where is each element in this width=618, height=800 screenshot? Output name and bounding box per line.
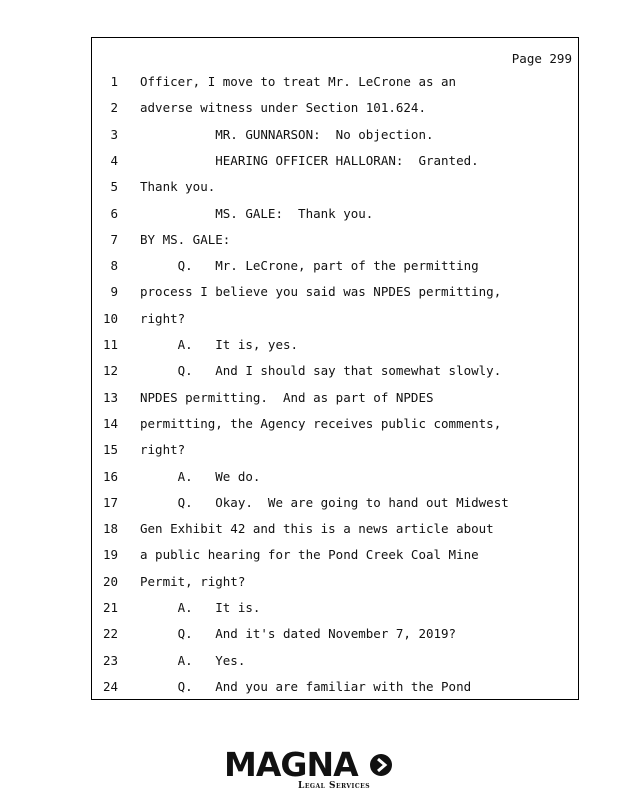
transcript-line: [92, 152, 578, 170]
line-number: 15: [102, 442, 118, 458]
line-text: Thank you.: [140, 179, 216, 195]
line-number: 4: [110, 152, 118, 168]
line-number: 5: [110, 179, 118, 195]
line-text: BY MS. GALE:: [140, 231, 231, 247]
logo-arrow-icon: [370, 754, 392, 776]
transcript-line: [92, 126, 578, 144]
line-text: Officer, I move to treat Mr. LeCrone as an: [140, 74, 457, 89]
logo-subtitle: Legal Services: [298, 781, 371, 791]
line-number: 19: [102, 547, 118, 563]
line-number: 18: [102, 521, 118, 537]
line-text: A. We do.: [140, 468, 261, 484]
line-text: Q. And you are familiar with the Pond: [140, 678, 472, 694]
transcript-line: [92, 362, 578, 380]
line-text: Gen Exhibit 42 and this is a news article about: [140, 521, 494, 537]
line-text: a public hearing for the Pond Creek Coal Mine: [140, 547, 479, 563]
transcript-line: [92, 468, 578, 486]
line-text: permitting, the Agency receives public comments,: [140, 415, 502, 431]
line-number: 1: [110, 74, 118, 89]
line-number: 11: [102, 337, 118, 352]
line-text: A. It is.: [140, 600, 261, 615]
transcript-line: [92, 73, 578, 91]
line-number: 16: [102, 468, 118, 484]
transcript-line: [92, 520, 578, 538]
line-text: right?: [140, 310, 186, 326]
line-text: process I believe you said was NPDES permitting,: [140, 284, 502, 300]
transcript-line: [92, 625, 578, 643]
transcript-line: [92, 546, 578, 564]
transcript-line: [92, 99, 578, 117]
line-text: A. It is, yes.: [140, 337, 299, 352]
transcript-line: [92, 257, 578, 275]
transcript-page: [91, 37, 579, 700]
transcript-line: [92, 494, 578, 512]
line-text: MS. GALE: Thank you.: [140, 205, 374, 221]
line-number: 8: [110, 258, 118, 274]
magna-logo: [0, 740, 618, 796]
line-number: 24: [102, 678, 118, 694]
line-text: Q. And it's dated November 7, 2019?: [140, 626, 457, 642]
transcript-line: [92, 678, 578, 696]
transcript-line: [92, 389, 578, 407]
line-number: 22: [102, 626, 118, 642]
transcript-line: [92, 652, 578, 670]
transcript-line: [92, 336, 578, 354]
transcript-line: [92, 441, 578, 459]
line-text: HEARING OFFICER HALLORAN: Granted.: [140, 152, 479, 168]
line-number: 3: [110, 126, 118, 142]
line-number: 7: [110, 231, 118, 247]
line-text: Q. Okay. We are going to hand out Midwest: [140, 494, 509, 510]
line-number: 20: [102, 573, 118, 589]
transcript-line: [92, 599, 578, 617]
line-number: 14: [102, 415, 118, 431]
transcript-line: [92, 310, 578, 328]
line-number: 9: [110, 284, 118, 300]
line-text: right?: [140, 442, 186, 458]
line-number: 21: [102, 600, 118, 615]
transcript-line: [92, 283, 578, 301]
transcript-line: [92, 573, 578, 591]
line-text: Q. And I should say that somewhat slowly.: [140, 363, 502, 379]
line-text: adverse witness under Section 101.624.: [140, 100, 426, 116]
logo-wordmark: MAGNA: [224, 745, 358, 784]
transcript-line: [92, 205, 578, 223]
transcript-line: [92, 415, 578, 433]
line-text: NPDES permitting. And as part of NPDES: [140, 389, 434, 405]
line-text: A. Yes.: [140, 652, 246, 668]
line-number: 13: [102, 389, 118, 405]
line-number: 6: [110, 205, 118, 221]
page-number: Page 299: [511, 51, 572, 66]
line-number: 2: [110, 100, 118, 116]
line-text: Q. Mr. LeCrone, part of the permitting: [140, 258, 479, 274]
line-text: Permit, right?: [140, 573, 246, 589]
line-number: 10: [102, 310, 118, 326]
transcript-line: [92, 231, 578, 249]
transcript-line: [92, 178, 578, 196]
line-text: MR. GUNNARSON: No objection.: [140, 126, 434, 142]
line-number: 23: [102, 652, 118, 668]
line-number: 17: [102, 494, 118, 510]
line-number: 12: [102, 363, 118, 379]
